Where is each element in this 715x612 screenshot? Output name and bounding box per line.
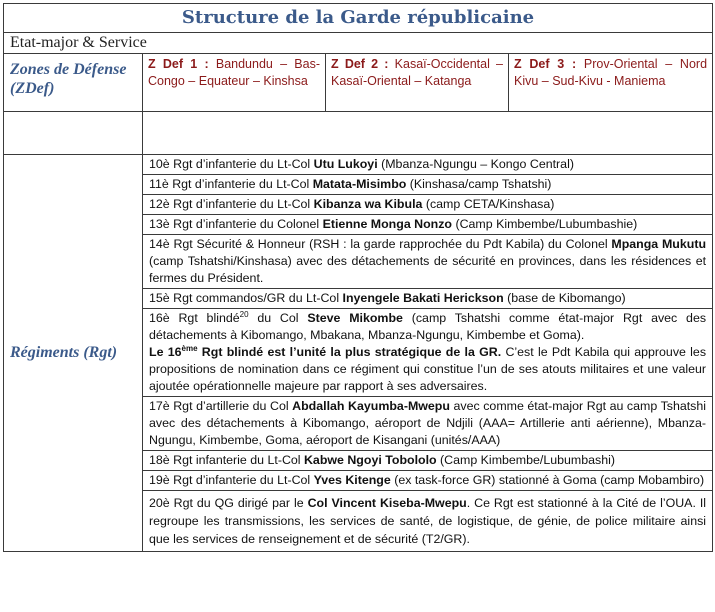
regiment-location: (Camp Kimbembe/Lubumbashi): [436, 453, 615, 467]
regiment-16-note: [149, 344, 706, 395]
zone-2: [326, 54, 509, 112]
highlight-text: Rgt blindé est l’unité la plus stratégique de la GR.: [197, 345, 502, 359]
table-subtitle: Etat-major & Service: [4, 33, 713, 54]
regiment-location: (ex task-force GR) stationné à Goma (camp Mobambiro): [390, 473, 705, 487]
regiment-10: [143, 155, 713, 175]
commander-name: Abdallah Kayumba-Mwepu: [292, 399, 450, 413]
regiment-text: 10è Rgt d’infanterie du Lt-Col: [149, 157, 314, 171]
zone-3-text: Prov-Oriental – Nord Kivu – Sud-Kivu - Maniema: [514, 57, 708, 88]
footnote-ref: 20: [239, 309, 249, 319]
regiment-text: 12è Rgt d’infanterie du Lt-Col: [149, 197, 314, 211]
zone-3: [509, 54, 713, 112]
zone-3-code: Z Def 3 :: [514, 57, 577, 71]
regiment-16: [143, 309, 713, 397]
empty-cell-right: [143, 112, 713, 155]
commander-name: Mpanga Mukutu: [611, 237, 707, 251]
regiment-text: 18è Rgt infanterie du Lt-Col: [149, 453, 304, 467]
regiment-text: 17è Rgt d’artillerie du Col: [149, 399, 293, 413]
zones-label: Zones de Défense (ZDef): [4, 54, 143, 112]
regiment-text: 19è Rgt d’infanterie du Lt-Col: [149, 473, 314, 487]
commander-name: Col Vincent Kiseba-Mwepu: [307, 496, 467, 510]
zone-1-code: Z Def 1 :: [148, 57, 209, 71]
regiment-text: 16è Rgt blindé: [149, 311, 240, 325]
regiment-note: C’est le Pdt Kabila qui approuve les propositions de nomination dans ce régiment qui constitue l’un de ses atouts militaires et une valeur ajoutée opérationnelle majeure par rapport à ses adversaires.: [149, 345, 707, 393]
page: [3, 3, 712, 552]
highlight-text: Le 16: [149, 345, 182, 359]
structure-table: [3, 3, 713, 552]
regiment-text: 14è Rgt Sécurité & Honneur (RSH : la garde rapprochée du Pdt Kabila) du Colonel: [149, 237, 612, 251]
regiment-text: du Col: [248, 311, 308, 325]
regiment-location: avec comme état-major Rgt au camp Tshatshi avec des détachements à Kibomango, aéroport de Ndjili (AAA= Artillerie anti aérienne), Mbanza-Ngungu, Kimbembe, Goma, aéroport de Kisangani (unités/AAA): [149, 399, 707, 447]
commander-name: Etienne Monga Nonzo: [322, 217, 452, 231]
commander-name: Yves Kitenge: [313, 473, 391, 487]
regiment-text: 20è Rgt du QG dirigé par le: [149, 496, 308, 510]
regiment-14: [143, 235, 713, 289]
regiment-location: (base de Kibomango): [503, 291, 626, 305]
commander-name: Kibanza wa Kibula: [313, 197, 423, 211]
zone-2-code: Z Def 2 :: [331, 57, 389, 71]
regiment-17: [143, 397, 713, 451]
commander-name: Steve Mikombe: [307, 311, 403, 325]
regiments-label: Régiments (Rgt): [4, 155, 143, 552]
table-title: Structure de la Garde républicaine: [4, 4, 713, 33]
commander-name: Utu Lukoyi: [313, 157, 378, 171]
zone-1: [143, 54, 326, 112]
regiment-11: [143, 175, 713, 195]
regiment-13: [143, 215, 713, 235]
commander-name: Inyengele Bakati Herickson: [342, 291, 504, 305]
regiment-location: (camp CETA/Kinshasa): [422, 197, 555, 211]
commander-name: Matata-Misimbo: [312, 177, 407, 191]
regiment-location: (Kinshasa/camp Tshatshi): [406, 177, 552, 191]
regiment-location: (Mbanza-Ngungu – Kongo Central): [377, 157, 574, 171]
regiment-16-intro: [149, 310, 706, 344]
regiment-text: 13è Rgt d’infanterie du Colonel: [149, 217, 323, 231]
regiment-text: 11è Rgt d’infanterie du Lt-Col: [149, 177, 313, 191]
zone-1-text: Bandundu – Bas-Congo – Equateur – Kinshsa: [148, 57, 321, 88]
empty-cell-left: [4, 112, 143, 155]
ordinal-suffix: ème: [181, 343, 198, 353]
regiment-location: . Ce Rgt est stationné à la Cité de l’OUA. Il regroupe les transmissions, les services de santé, de logistique, de génie, de police militaire ainsi que les services de renseignement et de sécurité (T2/GR).: [149, 496, 707, 546]
regiment-text: 15è Rgt commandos/GR du Lt-Col: [149, 291, 343, 305]
regiment-12: [143, 195, 713, 215]
regiment-location: (camp Tshatshi/Kinshasa) avec des détachements de sécurité en provinces, dans les résidences et fermes du Président.: [149, 254, 707, 285]
regiment-19: [143, 471, 713, 491]
regiment-20: [143, 491, 713, 552]
regiment-18: [143, 451, 713, 471]
zone-2-text: Kasaï-Occidental – Kasaï-Oriental – Katanga: [331, 57, 503, 88]
regiment-15: [143, 289, 713, 309]
regiment-location: (camp Tshatshi comme état-major Rgt avec des détachements à Kibomango, Mbakana, Mbanza-Ngungu, Kimbembe et Goma).: [149, 311, 707, 342]
commander-name: Kabwe Ngoyi Tobololo: [303, 453, 437, 467]
regiment-location: (Camp Kimbembe/Lubumbashie): [452, 217, 638, 231]
